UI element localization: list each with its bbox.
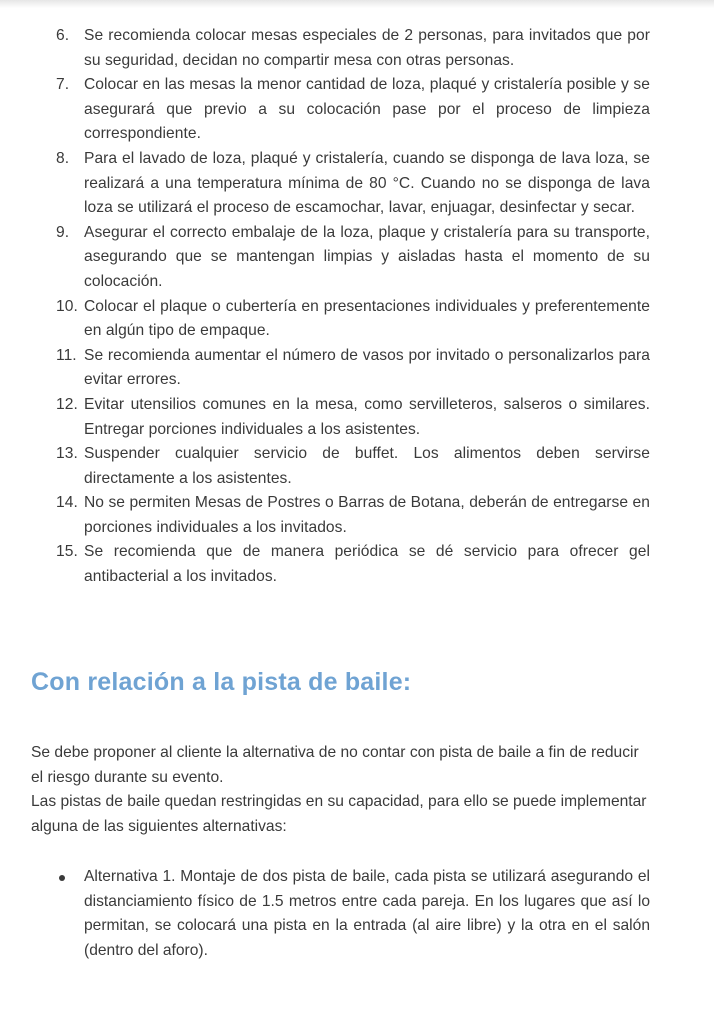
section-body [31, 741, 653, 839]
list-item-text: Se recomienda que de manera periódica se dé servicio para ofrecer gel antibacterial a los invitados. [84, 543, 650, 586]
list-number: 12. [56, 395, 78, 413]
bullet-icon [59, 875, 65, 881]
list-item-8 [0, 147, 714, 221]
list-number: 14. [56, 494, 78, 512]
list-item-14 [0, 491, 714, 540]
list-item-9 [0, 221, 714, 295]
bullet-item-text: Alternativa 1. Montaje de dos pista de baile, cada pista se utilizará asegurando el distanciamiento físico de 1.5 metros entre cada pareja. En los lugares que así lo permitan, se colocará una pista en la entrada (al aire libre) y la otra en el salón (dentro del aforo). [84, 868, 650, 959]
list-number: 10. [56, 297, 78, 315]
list-item-text: Colocar el plaque o cubertería en presentaciones individuales y preferentemente en algún tipo de empaque. [84, 297, 650, 340]
paragraph: Las pistas de baile quedan restringidas en su capacidad, para ello se puede implementar alguna de las siguientes alternativas: [31, 793, 647, 835]
list-number: 6. [56, 27, 70, 44]
list-item-6 [0, 24, 714, 73]
list-item-text: Colocar en las mesas la menor cantidad de loza, plaqué y cristalería posible y se asegurará que previo a su colocación pase por el proceso de limpieza correspondiente. [84, 76, 650, 143]
list-item-text: Evitar utensilios comunes en la mesa, como servilleteros, salseros o similares. Entregar porciones individuales a los asistentes. [84, 395, 650, 438]
list-number: 8. [56, 149, 70, 167]
list-number: 7. [56, 76, 70, 94]
alternatives-list [0, 865, 714, 963]
list-item-13 [0, 442, 714, 491]
list-number: 11. [56, 346, 77, 364]
list-item-text: Suspender cualquier servicio de buffet. Los alimentos deben servirse directamente a los asistentes. [84, 445, 650, 487]
viewer-top-shadow [0, 0, 714, 8]
section-heading-dance-floor: Con relación a la pista de baile: [31, 668, 412, 696]
list-item-text: Asegurar el correcto embalaje de la loza, plaque y cristalería para su transporte, asegurando que se mantengan limpias y aisladas hasta el momento de su colocación. [84, 223, 650, 290]
recommendations-list [0, 24, 714, 590]
list-item-11 [0, 344, 714, 393]
list-item-7 [0, 73, 714, 147]
list-item-text: Para el lavado de loza, plaqué y cristalería, cuando se disponga de lava loza, se realizará a una temperatura mínima de 80 °C. Cuando no se disponga de lava loza se utilizará el proceso de escamochar, lavar, enjuagar, desinfectar y secar. [84, 149, 650, 217]
list-number: 15. [56, 543, 78, 561]
paragraph: Se debe proponer al cliente la alternativa de no contar con pista de baile a fin de reducir el riesgo durante su evento. [31, 744, 639, 786]
list-item-12 [0, 393, 714, 442]
list-number: 9. [56, 223, 70, 241]
list-number: 13. [56, 445, 78, 463]
list-item-10 [0, 295, 714, 344]
list-item-text: Se recomienda aumentar el número de vasos por invitado o personalizarlos para evitar errores. [84, 346, 650, 389]
list-item-text: Se recomienda colocar mesas especiales de 2 personas, para invitados que por su seguridad, decidan no compartir mesa con otras personas. [84, 27, 650, 69]
list-item-text: No se permiten Mesas de Postres o Barras de Botana, deberán de entregarse en porciones individuales a los invitados. [84, 494, 650, 536]
list-item-15 [0, 540, 714, 589]
bullet-item-alternative-1 [0, 865, 714, 963]
